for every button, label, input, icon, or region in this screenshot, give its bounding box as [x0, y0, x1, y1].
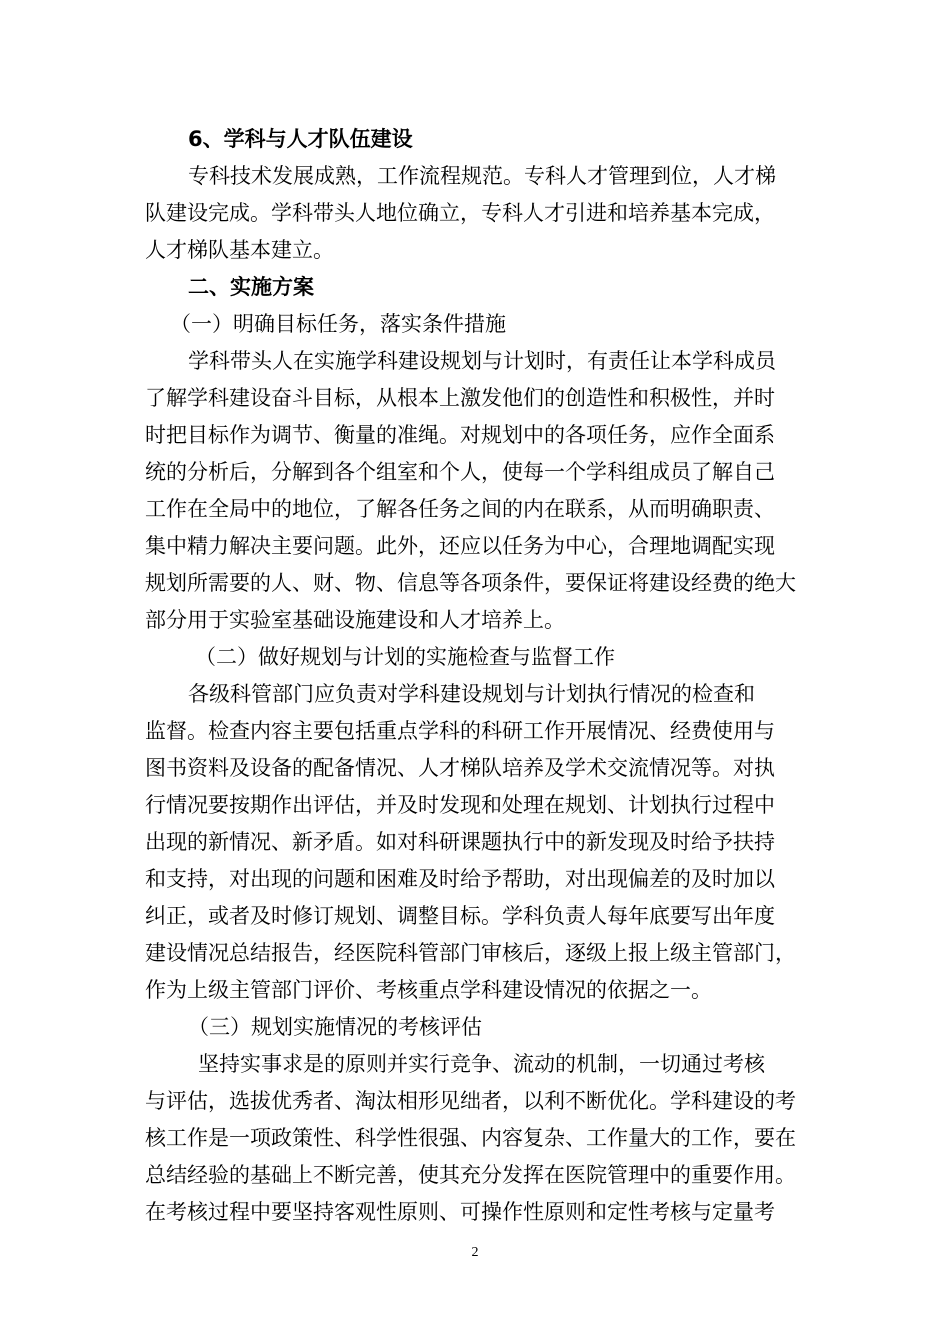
paragraph-line: 总结经验的基础上不断完善，使其充分发挥在医院管理中的重要作用。 [145, 1163, 796, 1187]
subsection-2-heading: （二）做好规划与计划的实施检查与监督工作 [195, 645, 615, 669]
paragraph-line: 部分用于实验室基础设施建设和人才培养上。 [145, 608, 565, 632]
paragraph-line: 各级科管部门应负责对学科建设规划与计划执行情况的检查和 [188, 682, 755, 706]
paragraph-line: 工作在全局中的地位，了解各任务之间的内在联系，从而明确职责、 [145, 497, 775, 521]
paragraph-line: 和支持，对出现的问题和困难及时给予帮助，对出现偏差的及时加以 [145, 867, 775, 891]
page-number: 2 [471, 1245, 479, 1260]
paragraph-line: 图书资料及设备的配备情况、人才梯队培养及学术交流情况等。对执 [145, 756, 775, 780]
paragraph-line: 规划所需要的人、财、物、信息等各项条件，要保证将建设经费的绝大 [145, 571, 796, 595]
subsection-1-heading: （一）明确目标任务，落实条件措施 [170, 312, 506, 336]
subsection-3-heading: （三）规划实施情况的考核评估 [188, 1015, 482, 1039]
paragraph-line: 核工作是一项政策性、科学性很强、内容复杂、工作量大的工作，要在 [145, 1126, 796, 1150]
section-6-heading: 6、学科与人才队伍建设 [188, 127, 413, 151]
paragraph-line: 出现的新情况、新矛盾。如对科研课题执行中的新发现及时给予扶持 [145, 830, 775, 854]
paragraph-line: 坚持实事求是的原则并实行竞争、流动的机制，一切通过考核 [198, 1052, 765, 1076]
paragraph-line: 集中精力解决主要问题。此外，还应以任务为中心，合理地调配实现 [145, 534, 775, 558]
paragraph-line: 了解学科建设奋斗目标，从根本上激发他们的创造性和积极性，并时 [145, 386, 775, 410]
paragraph-line: 与评估，选拔优秀者、淘汰相形见绌者，以利不断优化。学科建设的考 [145, 1089, 796, 1113]
section-2-heading: 二、实施方案 [188, 275, 314, 299]
paragraph-line: 纠正，或者及时修订规划、调整目标。学科负责人每年底要写出年度 [145, 904, 775, 928]
paragraph-line: 建设情况总结报告，经医院科管部门审核后，逐级上报上级主管部门， [145, 941, 796, 965]
paragraph-line: 时把目标作为调节、衡量的准绳。对规划中的各项任务，应作全面系 [145, 423, 775, 447]
paragraph-line: 统的分析后，分解到各个组室和个人，使每一个学科组成员了解自己 [145, 460, 775, 484]
paragraph-line: 作为上级主管部门评价、考核重点学科建设情况的依据之一。 [145, 978, 712, 1002]
paragraph-line: 监督。检查内容主要包括重点学科的科研工作开展情况、经费使用与 [145, 719, 775, 743]
paragraph-line: 队建设完成。学科带头人地位确立，专科人才引进和培养基本完成， [145, 201, 775, 225]
paragraph-line: 在考核过程中要坚持客观性原则、可操作性原则和定性考核与定量考 [145, 1200, 775, 1224]
paragraph-line: 人才梯队基本建立。 [145, 238, 334, 262]
paragraph-line: 专科技术发展成熟，工作流程规范。专科人才管理到位，人才梯 [188, 164, 776, 188]
paragraph-line: 学科带头人在实施学科建设规划与计划时，有责任让本学科成员 [188, 349, 776, 373]
paragraph-line: 行情况要按期作出评估，并及时发现和处理在规划、计划执行过程中 [145, 793, 775, 817]
